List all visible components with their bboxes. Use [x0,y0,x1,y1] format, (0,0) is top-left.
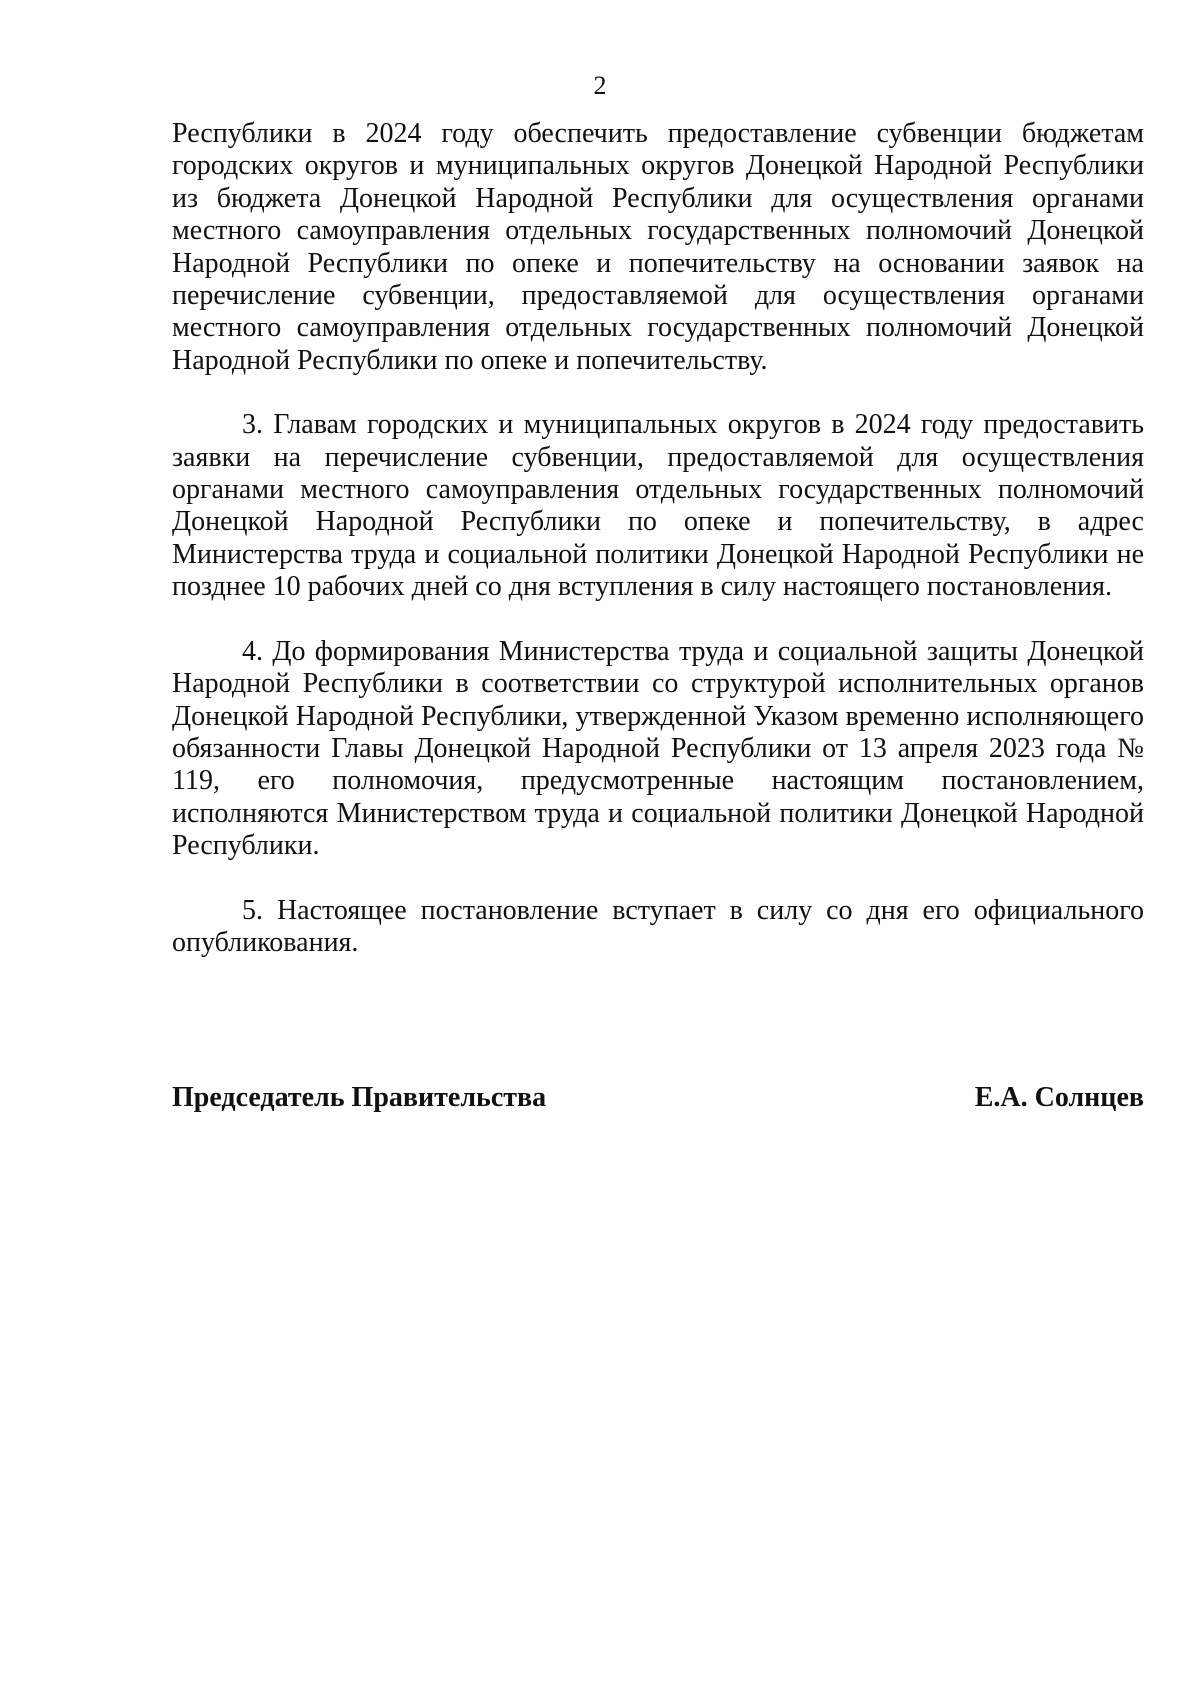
signatory-position: Председатель Правительства [172,1082,547,1113]
signature-block [172,1081,1144,1115]
document-body [172,118,1144,959]
page-number: 2 [593,71,607,100]
paragraph-item-3: 3. Главам городских и муниципальных округов в 2024 году предоставить заявки на перечисление субвенции, предоставляемой для осуществления органами местного самоуправления отдельных государственных полномочий Донецкой Народной Республики по опеке и попечительству, в адрес Министерства труда и социальной политики Донецкой Народной Республики не позднее 10 рабочих дней со дня вступления в силу настоящего постановления. [172,409,1144,603]
paragraph-continuation: Республики в 2024 году обеспечить предоставление субвенции бюджетам городских округов и муниципальных округов Донецкой Народной Республики из бюджета Донецкой Народной Республики для осуществления органами местного самоуправления отдельных государственных полномочий Донецкой Народной Республики по опеке и попечительству на основании заявок на перечисление субвенции, предоставляемой для осуществления органами местного самоуправления отдельных государственных полномочий Донецкой Народной Республики по опеке и попечительству. [172,118,1144,376]
paragraph-spacer [172,863,1144,895]
signatory-name: Е.А. Солнцев [974,1082,1144,1113]
paragraph-spacer [172,377,1144,409]
paragraph-item-4: 4. До формирования Министерства труда и социальной защиты Донецкой Народной Республики в соответствии со структурой исполнительных органов Донецкой Народной Республики, утвержденной Указом временно исполняющего обязанности Главы Донецкой Народной Республики от 13 апреля 2023 года № 119, его полномочия, предусмотренные настоящим постановлением, исполняются Министерством труда и социальной политики Донецкой Народной Республики. [172,635,1144,862]
paragraph-item-5: 5. Настоящее постановление вступает в силу со дня его официального опубликования. [172,894,1144,958]
paragraph-spacer [172,604,1144,636]
